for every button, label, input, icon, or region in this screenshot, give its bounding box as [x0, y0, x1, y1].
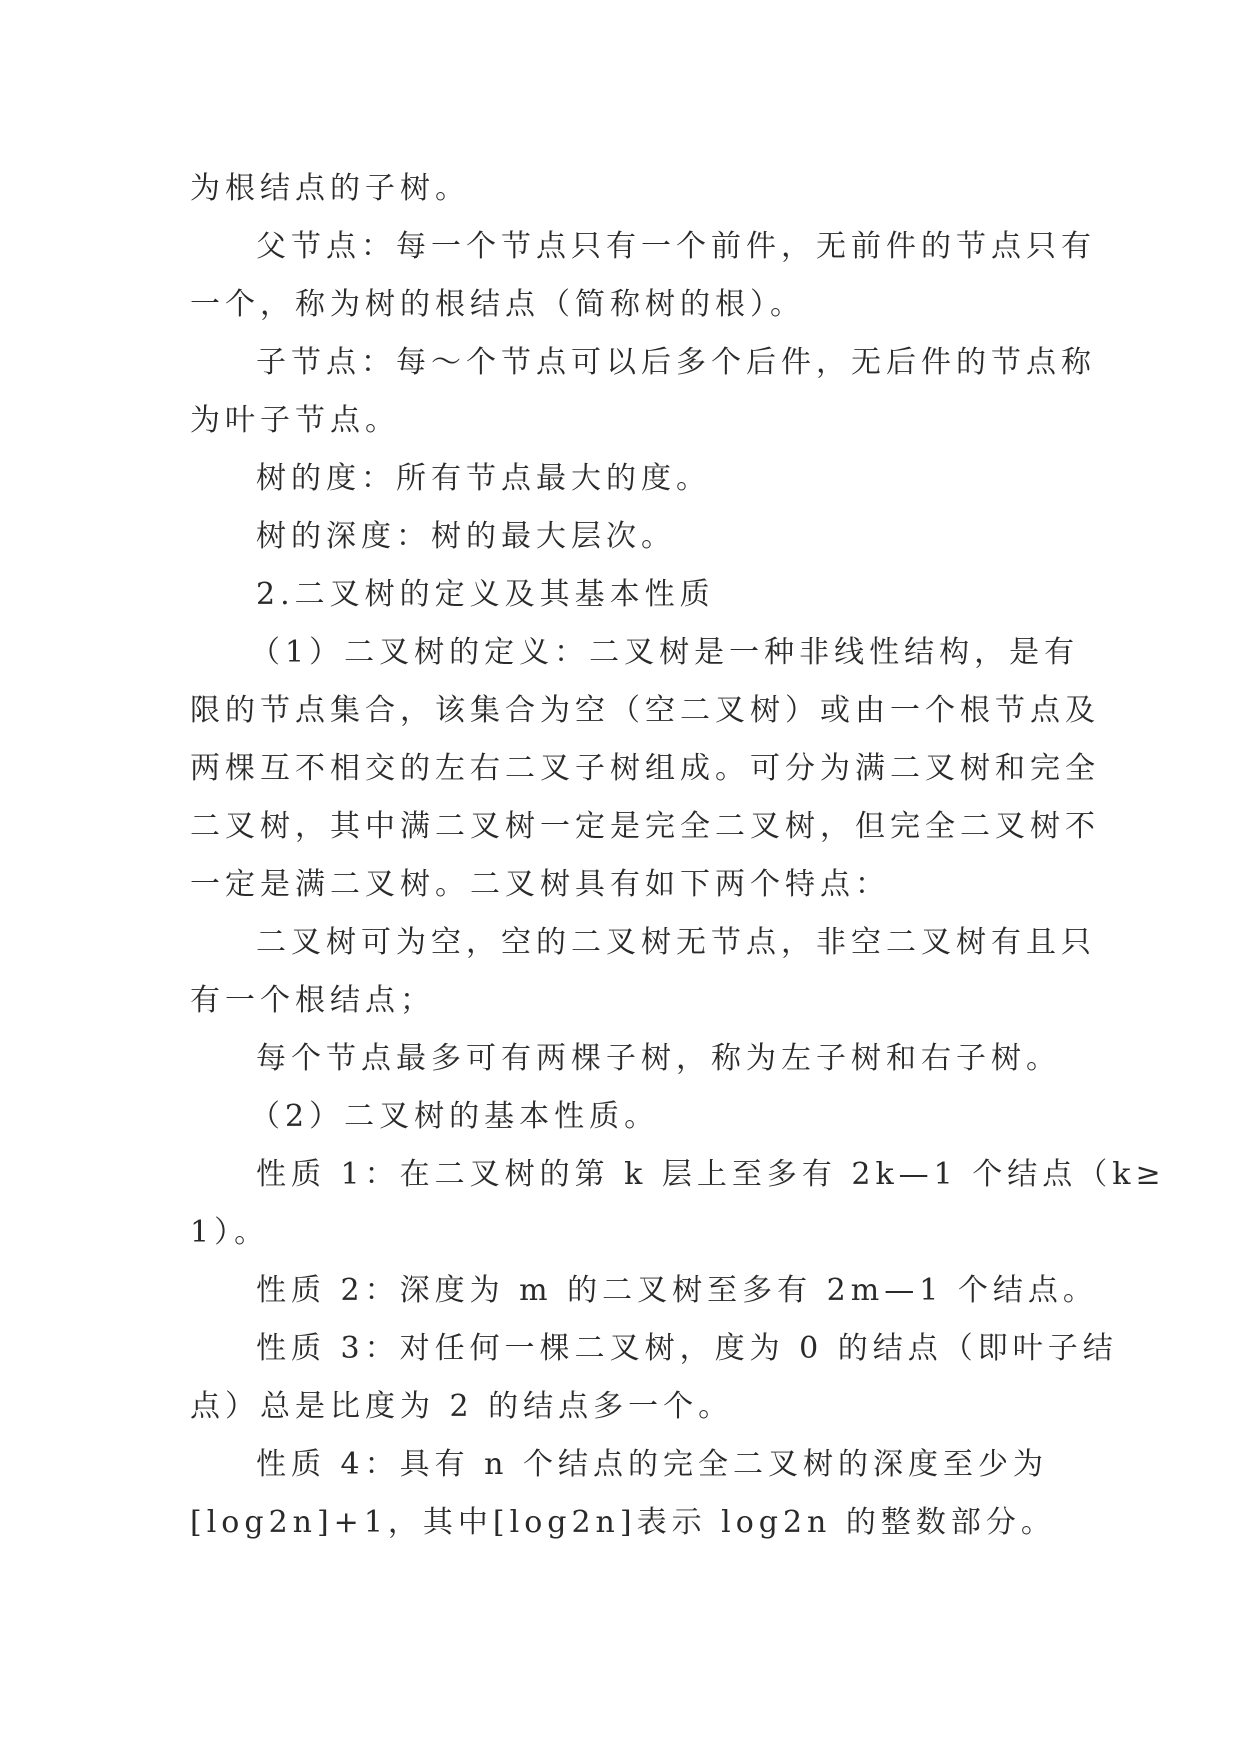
property-line: 性质 3：对任何一棵二叉树，度为 0 的结点（即叶子结	[256, 1331, 1118, 1366]
text-line: 限的节点集合，该集合为空（空二叉树）或由一个根节点及	[190, 693, 1100, 728]
text-line: 父节点：每一个节点只有一个前件，无前件的节点只有	[256, 229, 1096, 264]
text-line: 树的度：所有节点最大的度。	[256, 461, 711, 496]
text-line: 树的深度：树的最大层次。	[256, 519, 676, 554]
subsection-heading: （2）二叉树的基本性质。	[250, 1099, 660, 1134]
text-line: 为叶子节点。	[190, 403, 400, 438]
text-line: 一定是满二叉树。二叉树具有如下两个特点：	[190, 867, 890, 902]
property-line: 性质 4：具有 n 个结点的完全二叉树的深度至少为	[256, 1447, 1049, 1482]
text-line: 两棵互不相交的左右二叉子树组成。可分为满二叉树和完全	[190, 751, 1100, 786]
section-heading: 2.二叉树的定义及其基本性质	[256, 577, 715, 612]
body-text	[190, 160, 1166, 1552]
text-line: [log2n]+1，其中[log2n]表示 log2n 的整数部分。	[190, 1505, 1056, 1540]
text-line: 一个，称为树的根结点（简称树的根）。	[190, 287, 805, 322]
text-line: 子节点：每～个节点可以后多个后件，无后件的节点称	[256, 345, 1096, 380]
text-line: 二叉树可为空，空的二叉树无节点，非空二叉树有且只	[256, 925, 1096, 960]
text-line: 1）。	[190, 1215, 270, 1250]
text-line: 点）总是比度为 2 的结点多一个。	[190, 1389, 734, 1424]
property-line: 性质 2：深度为 m 的二叉树至多有 2m—1 个结点。	[256, 1273, 1098, 1308]
text-line: 为根结点的子树。	[190, 171, 470, 206]
text-line: 每个节点最多可有两棵子树，称为左子树和右子树。	[256, 1041, 1061, 1076]
subsection-heading: （1）二叉树的定义：二叉树是一种非线性结构，是有	[250, 635, 1080, 670]
text-line: 有一个根结点；	[190, 983, 435, 1018]
property-line: 性质 1：在二叉树的第 k 层上至多有 2k—1 个结点（k≥	[256, 1157, 1166, 1192]
text-line: 二叉树，其中满二叉树一定是完全二叉树，但完全二叉树不	[190, 809, 1100, 844]
